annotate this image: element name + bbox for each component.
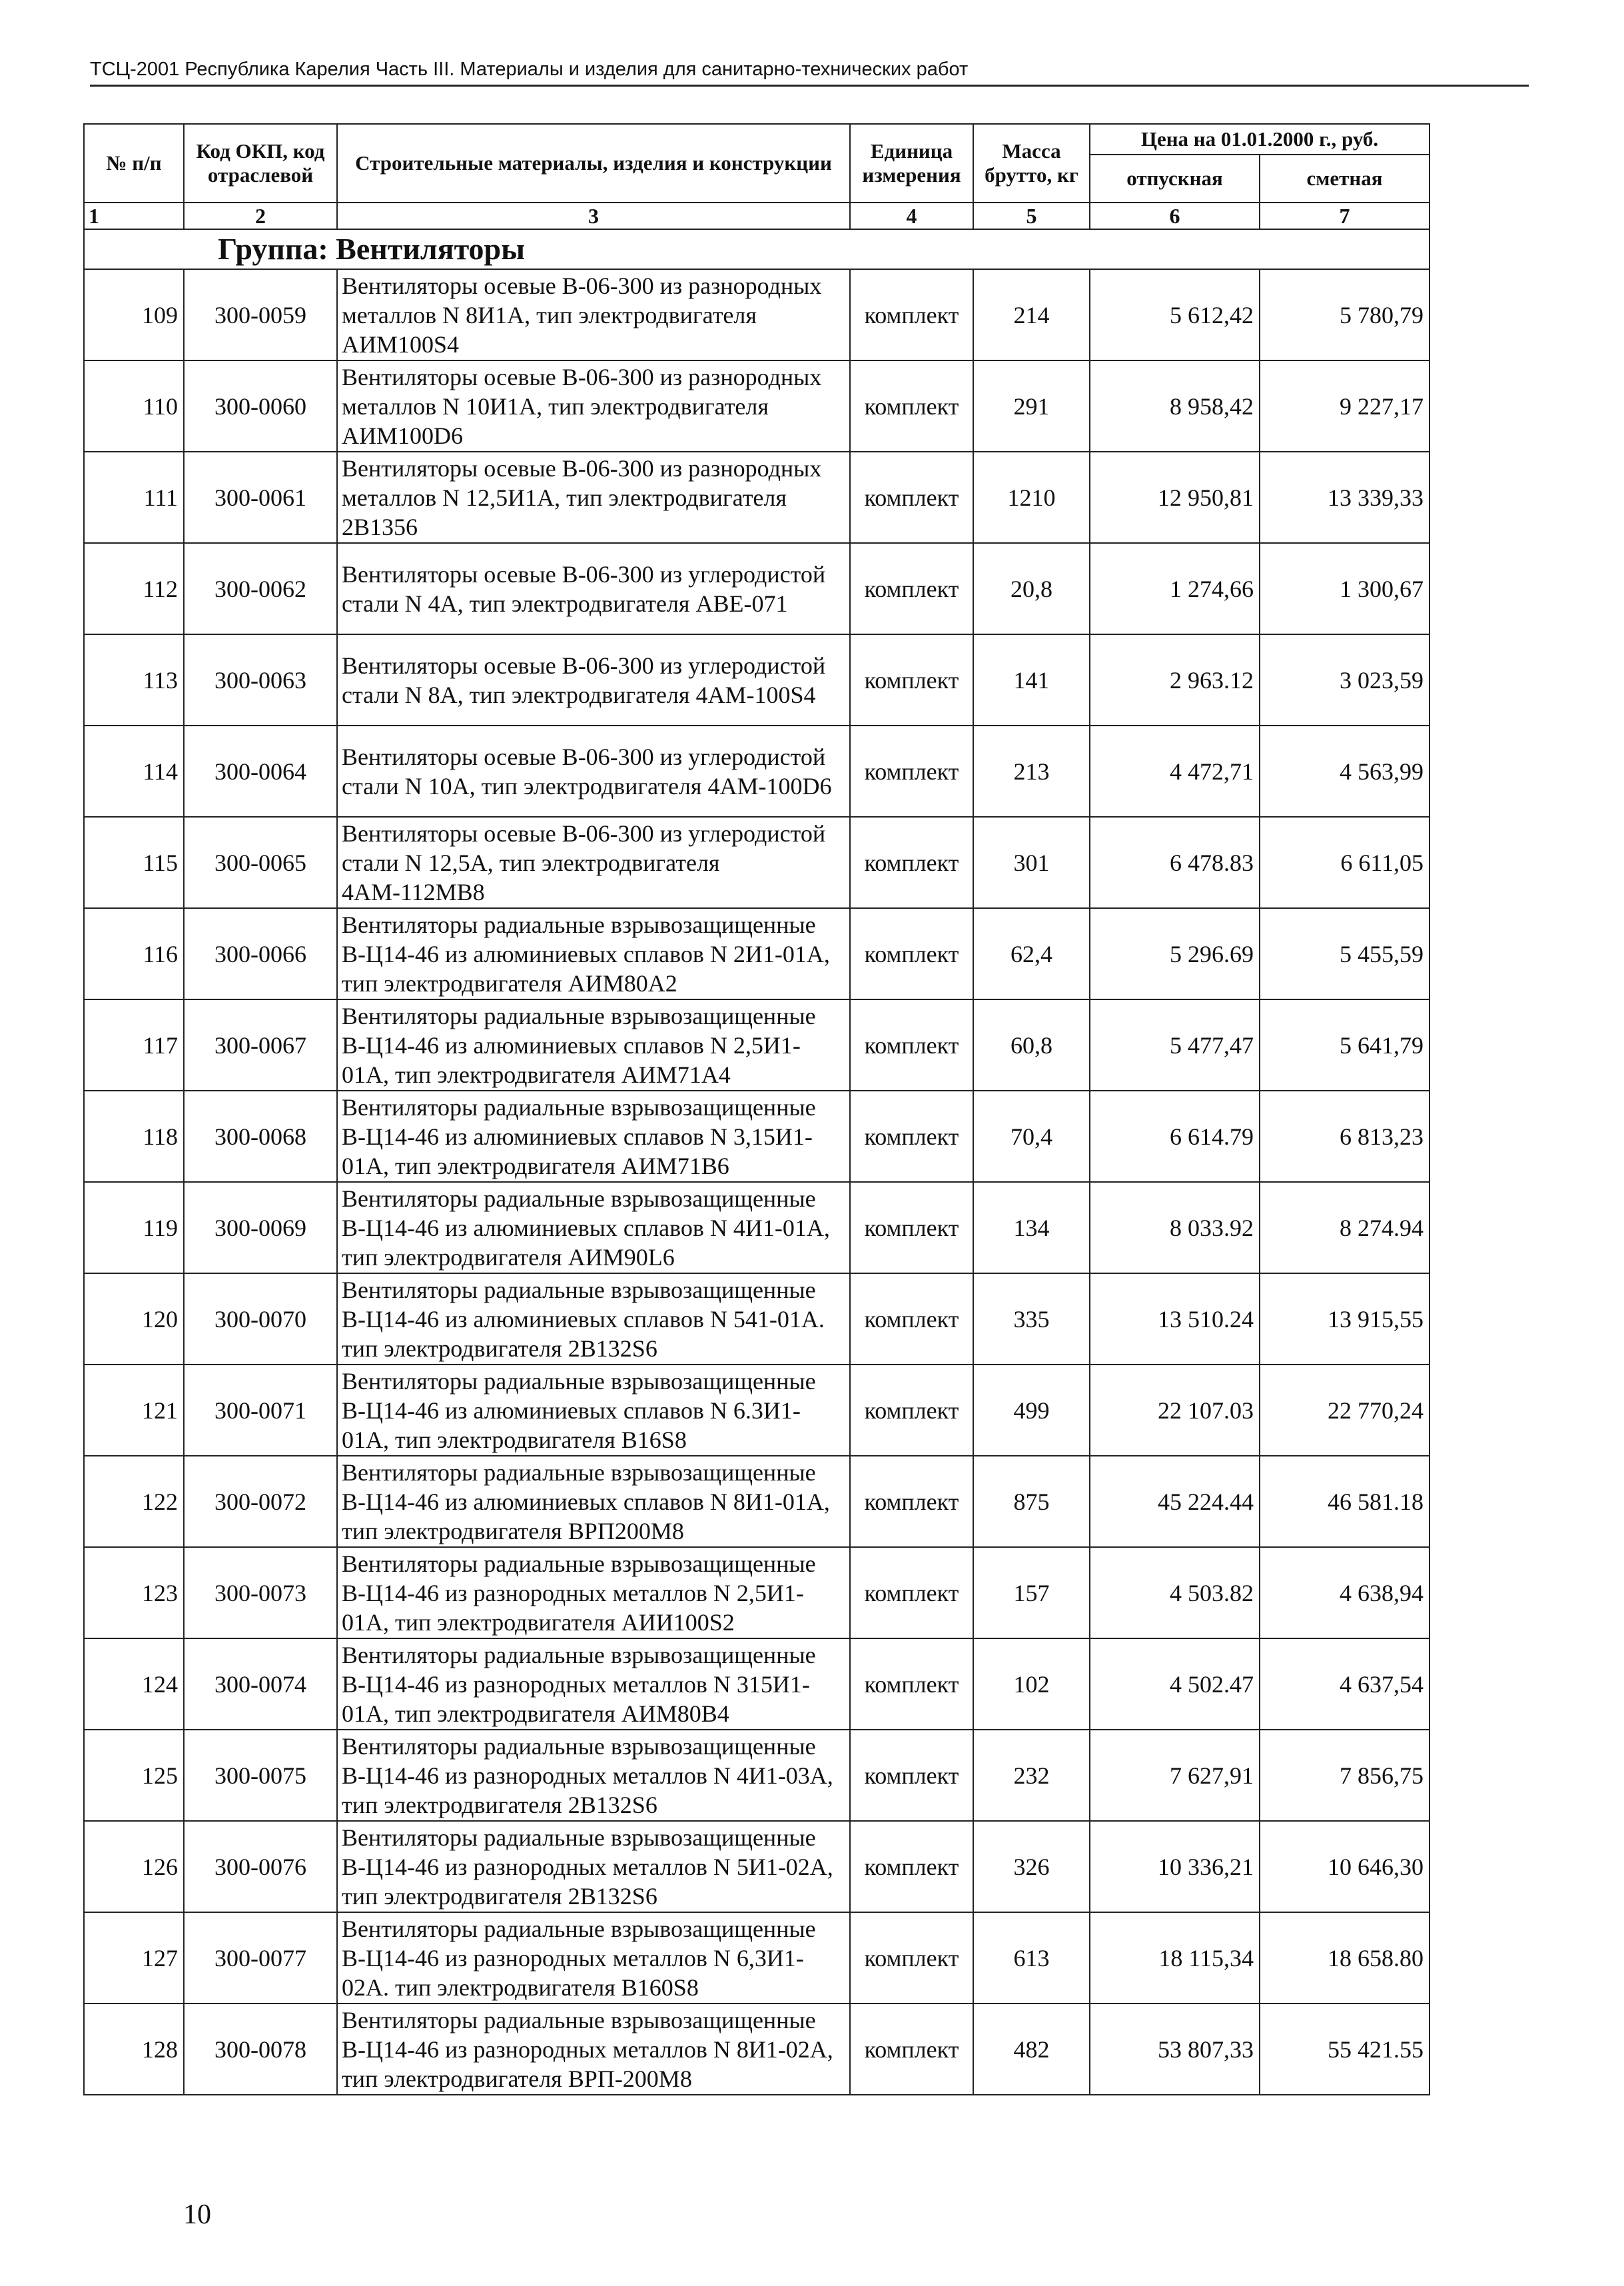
item-description: Вентиляторы радиальные взрывозащищенные В-Ц14-46 из алюминиевых сплавов N 2,5И1-01А, тип электродвигателя АИМ71А4 bbox=[337, 999, 850, 1091]
price-estimate: 22 770,24 bbox=[1260, 1365, 1429, 1456]
unit-of-measure: комплект bbox=[850, 1912, 973, 2003]
unit-of-measure: комплект bbox=[850, 1821, 973, 1912]
unit-of-measure: комплект bbox=[850, 1456, 973, 1547]
item-description: Вентиляторы радиальные взрывозащищенные В-Ц14-46 из разнородных металлов N 6,3И1-02А. тип электродвигателя В160S8 bbox=[337, 1912, 850, 2003]
table-row bbox=[84, 999, 1429, 1091]
gross-mass: 482 bbox=[973, 2003, 1090, 2095]
okp-code: 300-0061 bbox=[184, 452, 337, 543]
item-description: Вентиляторы радиальные взрывозащищенные В-Ц14-46 из разнородных металлов N 315И1-01А, тип электродвигателя АИМ80В4 bbox=[337, 1638, 850, 1730]
gross-mass: 157 bbox=[973, 1547, 1090, 1638]
price-estimate: 3 023,59 bbox=[1260, 634, 1429, 726]
okp-code: 300-0069 bbox=[184, 1182, 337, 1273]
gross-mass: 1210 bbox=[973, 452, 1090, 543]
row-number: 125 bbox=[84, 1730, 184, 1821]
unit-of-measure: комплект bbox=[850, 1091, 973, 1182]
item-description: Вентиляторы осевые В-06-300 из разнородных металлов N 8И1А, тип электродвигателя АИМ100S4 bbox=[337, 269, 850, 360]
gross-mass: 613 bbox=[973, 1912, 1090, 2003]
price-wholesale: 22 107.03 bbox=[1090, 1365, 1260, 1456]
okp-code: 300-0064 bbox=[184, 726, 337, 817]
row-number: 109 bbox=[84, 269, 184, 360]
column-number: 2 bbox=[184, 203, 337, 229]
row-number: 115 bbox=[84, 817, 184, 908]
gross-mass: 20,8 bbox=[973, 543, 1090, 634]
okp-code: 300-0066 bbox=[184, 908, 337, 999]
price-estimate: 18 658.80 bbox=[1260, 1912, 1429, 2003]
item-description: Вентиляторы радиальные взрывозащищенные В-Ц14-46 из алюминиевых сплавов N 541-01А. тип электродвигателя 2В132S6 bbox=[337, 1273, 850, 1365]
row-number: 119 bbox=[84, 1182, 184, 1273]
okp-code: 300-0072 bbox=[184, 1456, 337, 1547]
table-row bbox=[84, 1638, 1429, 1730]
table-row bbox=[84, 908, 1429, 999]
price-estimate: 7 856,75 bbox=[1260, 1730, 1429, 1821]
price-wholesale: 5 612,42 bbox=[1090, 269, 1260, 360]
price-estimate: 4 563,99 bbox=[1260, 726, 1429, 817]
table-row bbox=[84, 726, 1429, 817]
okp-code: 300-0074 bbox=[184, 1638, 337, 1730]
price-wholesale: 5 296.69 bbox=[1090, 908, 1260, 999]
price-wholesale: 18 115,34 bbox=[1090, 1912, 1260, 2003]
unit-of-measure: комплект bbox=[850, 1638, 973, 1730]
table-row bbox=[84, 1912, 1429, 2003]
unit-of-measure: комплект bbox=[850, 1273, 973, 1365]
column-number: 7 bbox=[1260, 203, 1429, 229]
price-wholesale: 1 274,66 bbox=[1090, 543, 1260, 634]
price-wholesale: 8 958,42 bbox=[1090, 360, 1260, 452]
col-header-code: Код ОКП, код отраслевой bbox=[184, 124, 337, 203]
gross-mass: 291 bbox=[973, 360, 1090, 452]
col-header-price-estimate: сметная bbox=[1260, 155, 1429, 203]
okp-code: 300-0076 bbox=[184, 1821, 337, 1912]
column-number: 1 bbox=[84, 203, 184, 229]
table-row bbox=[84, 1273, 1429, 1365]
okp-code: 300-0065 bbox=[184, 817, 337, 908]
price-wholesale: 6 614.79 bbox=[1090, 1091, 1260, 1182]
price-estimate: 13 915,55 bbox=[1260, 1273, 1429, 1365]
column-number: 4 bbox=[850, 203, 973, 229]
gross-mass: 326 bbox=[973, 1821, 1090, 1912]
table-row bbox=[84, 1821, 1429, 1912]
col-header-no: № п/п bbox=[84, 124, 184, 203]
price-estimate: 46 581.18 bbox=[1260, 1456, 1429, 1547]
okp-code: 300-0075 bbox=[184, 1730, 337, 1821]
row-number: 126 bbox=[84, 1821, 184, 1912]
row-number: 122 bbox=[84, 1456, 184, 1547]
price-wholesale: 2 963.12 bbox=[1090, 634, 1260, 726]
table-row bbox=[84, 2003, 1429, 2095]
unit-of-measure: комплект bbox=[850, 1182, 973, 1273]
row-number: 127 bbox=[84, 1912, 184, 2003]
unit-of-measure: комплект bbox=[850, 817, 973, 908]
price-estimate: 9 227,17 bbox=[1260, 360, 1429, 452]
price-estimate: 1 300,67 bbox=[1260, 543, 1429, 634]
price-estimate: 6 813,23 bbox=[1260, 1091, 1429, 1182]
item-description: Вентиляторы радиальные взрывозащищенные В-Ц14-46 из алюминиевых сплавов N 8И1-01А, тип электродвигателя ВРП200М8 bbox=[337, 1456, 850, 1547]
table-row bbox=[84, 1365, 1429, 1456]
gross-mass: 213 bbox=[973, 726, 1090, 817]
table-row bbox=[84, 360, 1429, 452]
unit-of-measure: комплект bbox=[850, 1730, 973, 1821]
price-wholesale: 4 502.47 bbox=[1090, 1638, 1260, 1730]
item-description: Вентиляторы осевые В-06-300 из разнородных металлов N 10И1А, тип электродвигателя АИМ100D6 bbox=[337, 360, 850, 452]
row-number: 123 bbox=[84, 1547, 184, 1638]
item-description: Вентиляторы радиальные взрывозащищенные В-Ц14-46 из разнородных металлов N 5И1-02А, тип электродвигателя 2В132S6 bbox=[337, 1821, 850, 1912]
row-number: 112 bbox=[84, 543, 184, 634]
item-description: Вентиляторы радиальные взрывозащищенные В-Ц14-46 из разнородных металлов N 4И1-03А, тип электродвигателя 2В132S6 bbox=[337, 1730, 850, 1821]
column-number: 6 bbox=[1090, 203, 1260, 229]
gross-mass: 214 bbox=[973, 269, 1090, 360]
price-wholesale: 10 336,21 bbox=[1090, 1821, 1260, 1912]
gross-mass: 62,4 bbox=[973, 908, 1090, 999]
item-description: Вентиляторы радиальные взрывозащищенные В-Ц14-46 из алюминиевых сплавов N 2И1-01А, тип электродвигателя АИМ80А2 bbox=[337, 908, 850, 999]
price-wholesale: 13 510.24 bbox=[1090, 1273, 1260, 1365]
okp-code: 300-0078 bbox=[184, 2003, 337, 2095]
price-wholesale: 5 477,47 bbox=[1090, 999, 1260, 1091]
row-number: 110 bbox=[84, 360, 184, 452]
row-number: 116 bbox=[84, 908, 184, 999]
gross-mass: 335 bbox=[973, 1273, 1090, 1365]
unit-of-measure: комплект bbox=[850, 543, 973, 634]
col-header-price-wholesale: отпускная bbox=[1090, 155, 1260, 203]
okp-code: 300-0060 bbox=[184, 360, 337, 452]
price-estimate: 55 421.55 bbox=[1260, 2003, 1429, 2095]
table-row bbox=[84, 634, 1429, 726]
okp-code: 300-0062 bbox=[184, 543, 337, 634]
col-header-price: Цена на 01.01.2000 г., руб. bbox=[1090, 124, 1429, 155]
price-table bbox=[83, 123, 1430, 2095]
item-description: Вентиляторы радиальные взрывозащищенные В-Ц14-46 из разнородных металлов N 2,5И1-01А, тип электродвигателя АИИ100S2 bbox=[337, 1547, 850, 1638]
gross-mass: 875 bbox=[973, 1456, 1090, 1547]
table-row bbox=[84, 1547, 1429, 1638]
price-estimate: 8 274.94 bbox=[1260, 1182, 1429, 1273]
item-description: Вентиляторы осевые В-06-300 из углеродистой стали N 12,5А, тип электродвигателя 4АМ-112МВ8 bbox=[337, 817, 850, 908]
okp-code: 300-0067 bbox=[184, 999, 337, 1091]
price-wholesale: 12 950,81 bbox=[1090, 452, 1260, 543]
table-row bbox=[84, 817, 1429, 908]
item-description: Вентиляторы осевые В-06-300 из углеродистой стали N 8А, тип электродвигателя 4АМ-100S4 bbox=[337, 634, 850, 726]
okp-code: 300-0070 bbox=[184, 1273, 337, 1365]
row-number: 117 bbox=[84, 999, 184, 1091]
unit-of-measure: комплект bbox=[850, 452, 973, 543]
price-wholesale: 4 472,71 bbox=[1090, 726, 1260, 817]
price-estimate: 13 339,33 bbox=[1260, 452, 1429, 543]
okp-code: 300-0059 bbox=[184, 269, 337, 360]
table-row bbox=[84, 1456, 1429, 1547]
table-row bbox=[84, 452, 1429, 543]
col-header-mass: Масса брутто, кг bbox=[973, 124, 1090, 203]
row-number: 113 bbox=[84, 634, 184, 726]
gross-mass: 499 bbox=[973, 1365, 1090, 1456]
item-description: Вентиляторы радиальные взрывозащищенные В-Ц14-46 из алюминиевых сплавов N 3,15И1-01А, тип электродвигателя АИМ71В6 bbox=[337, 1091, 850, 1182]
price-wholesale: 8 033.92 bbox=[1090, 1182, 1260, 1273]
column-number: 5 bbox=[973, 203, 1090, 229]
col-header-desc: Строительные материалы, изделия и конструкции bbox=[337, 124, 850, 203]
row-number: 111 bbox=[84, 452, 184, 543]
gross-mass: 232 bbox=[973, 1730, 1090, 1821]
col-header-unit: Единица измерения bbox=[850, 124, 973, 203]
row-number: 120 bbox=[84, 1273, 184, 1365]
page-header: ТСЦ-2001 Республика Карелия Часть III. Материалы и изделия для санитарно-технических работ bbox=[90, 59, 1529, 87]
price-estimate: 5 780,79 bbox=[1260, 269, 1429, 360]
item-description: Вентиляторы осевые В-06-300 из разнородных металлов N 12,5И1А, тип электродвигателя 2В1356 bbox=[337, 452, 850, 543]
row-number: 114 bbox=[84, 726, 184, 817]
row-number: 128 bbox=[84, 2003, 184, 2095]
price-wholesale: 45 224.44 bbox=[1090, 1456, 1260, 1547]
gross-mass: 60,8 bbox=[973, 999, 1090, 1091]
table-row bbox=[84, 543, 1429, 634]
row-number: 121 bbox=[84, 1365, 184, 1456]
price-estimate: 4 637,54 bbox=[1260, 1638, 1429, 1730]
price-estimate: 5 455,59 bbox=[1260, 908, 1429, 999]
item-description: Вентиляторы радиальные взрывозащищенные В-Ц14-46 из алюминиевых сплавов N 4И1-01А, тип электродвигателя АИМ90L6 bbox=[337, 1182, 850, 1273]
unit-of-measure: комплект bbox=[850, 360, 973, 452]
row-number: 118 bbox=[84, 1091, 184, 1182]
price-wholesale: 4 503.82 bbox=[1090, 1547, 1260, 1638]
gross-mass: 301 bbox=[973, 817, 1090, 908]
okp-code: 300-0068 bbox=[184, 1091, 337, 1182]
price-wholesale: 6 478.83 bbox=[1090, 817, 1260, 908]
table-row bbox=[84, 1730, 1429, 1821]
unit-of-measure: комплект bbox=[850, 269, 973, 360]
unit-of-measure: комплект bbox=[850, 634, 973, 726]
table-row bbox=[84, 1091, 1429, 1182]
unit-of-measure: комплект bbox=[850, 1365, 973, 1456]
unit-of-measure: комплект bbox=[850, 908, 973, 999]
price-estimate: 5 641,79 bbox=[1260, 999, 1429, 1091]
group-row bbox=[84, 229, 1429, 269]
price-estimate: 10 646,30 bbox=[1260, 1821, 1429, 1912]
okp-code: 300-0073 bbox=[184, 1547, 337, 1638]
gross-mass: 134 bbox=[973, 1182, 1090, 1273]
table-row bbox=[84, 269, 1429, 360]
unit-of-measure: комплект bbox=[850, 1547, 973, 1638]
unit-of-measure: комплект bbox=[850, 726, 973, 817]
okp-code: 300-0063 bbox=[184, 634, 337, 726]
price-wholesale: 7 627,91 bbox=[1090, 1730, 1260, 1821]
price-estimate: 6 611,05 bbox=[1260, 817, 1429, 908]
row-number: 124 bbox=[84, 1638, 184, 1730]
unit-of-measure: комплект bbox=[850, 999, 973, 1091]
unit-of-measure: комплект bbox=[850, 2003, 973, 2095]
item-description: Вентиляторы осевые В-06-300 из углеродистой стали N 4А, тип электродвигателя АВЕ-071 bbox=[337, 543, 850, 634]
table-row bbox=[84, 1182, 1429, 1273]
column-number-row bbox=[84, 203, 1429, 229]
item-description: Вентиляторы осевые В-06-300 из углеродистой стали N 10А, тип электродвигателя 4АМ-100D6 bbox=[337, 726, 850, 817]
okp-code: 300-0071 bbox=[184, 1365, 337, 1456]
page-number: 10 bbox=[183, 2199, 211, 2230]
group-title: Группа: Вентиляторы bbox=[84, 229, 1429, 269]
price-estimate: 4 638,94 bbox=[1260, 1547, 1429, 1638]
gross-mass: 102 bbox=[973, 1638, 1090, 1730]
item-description: Вентиляторы радиальные взрывозащищенные В-Ц14-46 из алюминиевых сплавов N 6.3И1-01А, тип электродвигателя В16S8 bbox=[337, 1365, 850, 1456]
okp-code: 300-0077 bbox=[184, 1912, 337, 2003]
gross-mass: 70,4 bbox=[973, 1091, 1090, 1182]
gross-mass: 141 bbox=[973, 634, 1090, 726]
item-description: Вентиляторы радиальные взрывозащищенные В-Ц14-46 из разнородных металлов N 8И1-02А, тип электродвигателя ВРП-200М8 bbox=[337, 2003, 850, 2095]
price-wholesale: 53 807,33 bbox=[1090, 2003, 1260, 2095]
column-number: 3 bbox=[337, 203, 850, 229]
